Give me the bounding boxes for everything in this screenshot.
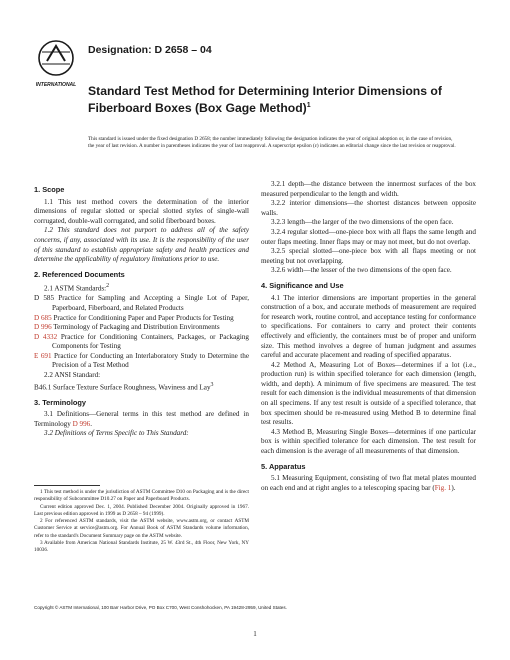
reference-link[interactable]: D 996	[34, 323, 52, 332]
document-title	[88, 85, 448, 115]
footnote-3: 3 Available from American National Standards Institute, 25 W. 43rd St., 4th Floor, New York, NY 10036.	[34, 540, 249, 554]
references-heading: 2. Referenced Documents	[34, 269, 125, 279]
reference-text: Practice for Sampling and Accepting a Single Lot of Paper, Paperboard, Fiberboard, and Related Products	[52, 294, 249, 312]
reference-item	[34, 333, 249, 352]
figure-link[interactable]: Fig. 1	[434, 483, 452, 492]
definition-length: 3.2.3 length—the larger of the two dimensions of the open face.	[271, 218, 454, 227]
svg-text:INTERNATIONAL: INTERNATIONAL	[36, 82, 76, 88]
terminology-text-end: .	[90, 419, 93, 428]
apparatus-text: 5.1 Measuring Equipment, consisting of two flat metal plates mounted on each end and at right angles to a telescoping spacing bar (	[261, 474, 476, 492]
astm-logo	[36, 38, 76, 88]
designation: Designation: D 2658 – 04	[88, 44, 212, 56]
title-footnote-ref[interactable]: 1	[306, 101, 311, 109]
reference-link[interactable]: D 685	[34, 313, 52, 322]
apparatus-para-1	[261, 474, 476, 493]
definition-width: 3.2.6 width—the lesser of the two dimensions of the open face.	[271, 266, 452, 275]
ansi-item	[34, 381, 249, 393]
reference-link[interactable]: E 691	[34, 351, 52, 360]
significance-para-3: 4.3 Method B, Measuring Single Boxes—determines if one particular box is within specified tolerance for each dimension. The test result for each dimension is the average of all measurements of that dimension.	[261, 427, 476, 456]
terminology-text: 3.1 Definitions—General terms in this test method are defined in Terminology	[34, 410, 249, 428]
ansi-standard-heading: 2.2 ANSI Standard:	[44, 371, 101, 380]
footnote-1-edition: Current edition approved Dec. 1, 2004. Published December 2004. Originally approved in 1967. Last previous edition approved in 1999 as D 2658 – 94 (1999).	[34, 503, 249, 517]
reference-text: Practice for Conditioning Containers, Packages, or Packaging Components for Testing	[52, 332, 249, 351]
copyright-line: Copyright © ASTM International, 100 Barr Harbor Drive, PO Box C700, West Conshohocken, PA 19428-2959, United States.	[34, 605, 287, 610]
apparatus-heading: 5. Apparatus	[261, 461, 306, 471]
scope-para-1: 1.1 This test method covers the determination of the interior dimensions of regular slotted or special slotted styles of single-wall corrugated, double-wall corrugated, and solid fiberboard boxes.	[34, 197, 249, 225]
definition-depth: 3.2.1 depth—the distance between the innermost surfaces of the box measured perpendicular to the length and width.	[261, 180, 476, 198]
significance-para-2: 4.2 Method A, Measuring Lot of Boxes—determines if a lot (i.e., production run) is within specified tolerance for each dimension (length, width, and depth). A minimum of five specimens are measured. The test result for each dimension is the individual measurements of that dimension on all specimens. If any test result is outside of a specified tolerance, that box specimen should be re-measured using Method B to determine final test results.	[261, 360, 476, 427]
reference-item	[34, 352, 249, 371]
apparatus-text-end: ).	[451, 483, 456, 492]
reference-text: Practice for Conditioning Paper and Paper Products for Testing	[53, 313, 234, 322]
page-number: 1	[253, 630, 257, 638]
terminology-heading: 3. Terminology	[34, 397, 87, 407]
reference-item	[34, 294, 249, 313]
terminology-link[interactable]: D 996	[72, 419, 91, 428]
scope-heading: 1. Scope	[34, 185, 65, 194]
definition-regular-slotted: 3.2.4 regular slotted—one-piece box with all flaps the same length and outer flaps meeting. Inner flaps may or may not meet, but do not overlap.	[261, 227, 476, 246]
reference-text: Practice for Conducting an Interlaboratory Study to Determine the Precision of a Test Method	[52, 351, 249, 370]
astm-standards-heading	[34, 282, 249, 294]
definition-interior-dimensions: 3.2.2 interior dimensions—the shortest distances between opposite walls.	[261, 199, 476, 217]
reference-code: D 585	[34, 294, 55, 303]
definition-special-slotted: 3.2.5 special slotted—one-piece box with all flaps meeting or not meeting but not overlapping.	[261, 247, 476, 265]
footnote-ref-2[interactable]: 2	[106, 283, 110, 290]
terminology-para-2: 3.2 Definitions of Terms Specific to This Standard:	[44, 429, 189, 438]
ansi-item-text: B46.1 Surface Texture Surface Roughness, Waviness and Lay	[34, 383, 211, 392]
footnote-2: 2 For referenced ASTM standards, visit the ASTM website, www.astm.org, or contact ASTM Customer Service at service@astm.org. For Annual Book of ASTM Standards volume information, refer to the standard's Document Summary page on the ASTM website.	[34, 518, 249, 539]
reference-text: Terminology of Packaging and Distribution Environments	[53, 323, 220, 332]
reference-item	[34, 323, 249, 333]
terminology-para-1	[34, 410, 249, 429]
footnotes	[34, 489, 249, 555]
scope-para-2: 1.2 This standard does not purport to address all of the safety concerns, if any, associated with its use. It is the responsibility of the user of this standard to establish appropriate safety and health practices and determine the applicability of regulatory limitations prior to use.	[34, 226, 249, 264]
astm-standards-label: 2.1 ASTM Standards:	[44, 284, 107, 293]
issuance-notice: This standard is issued under the fixed designation D 2658; the number immediately following the designation indicates the year of original adoption or, in the case of revision, the year of last revision. A number in parentheses indicates the year of last reapproval. A superscript epsilon (ε) indicates an editorial change since the last revision or reapproval.	[88, 136, 456, 150]
footnote-ref-3[interactable]: 3	[210, 381, 214, 388]
title-text: Standard Test Method for Determining Interior Dimensions of Fiberboard Boxes (Box Gage Method)	[88, 84, 442, 115]
footnote-1: 1 This test method is under the jurisdiction of ASTM Committee D10 on Packaging and is the direct responsibility of Subcommittee D10.27 on Paper and Paperboard Products.	[34, 489, 249, 503]
right-column	[261, 180, 476, 493]
reference-item	[34, 314, 249, 324]
significance-para-1: 4.1 The interior dimensions are important properties in the general construction of a box, and accurate methods of measurement are required for research work, routine control, and acceptance testing for conformance to specifications. For containers to carry and protect their contents effectively and efficiently, the containers must be of proper and uniform size. This method involves a degree of human judgment and assumes careful and accurate placement and reading of specified apparatus.	[261, 293, 476, 360]
significance-heading: 4. Significance and Use	[261, 280, 344, 290]
left-column	[34, 180, 249, 439]
reference-link[interactable]: D 4332	[34, 332, 58, 341]
footnote-rule	[34, 485, 100, 486]
